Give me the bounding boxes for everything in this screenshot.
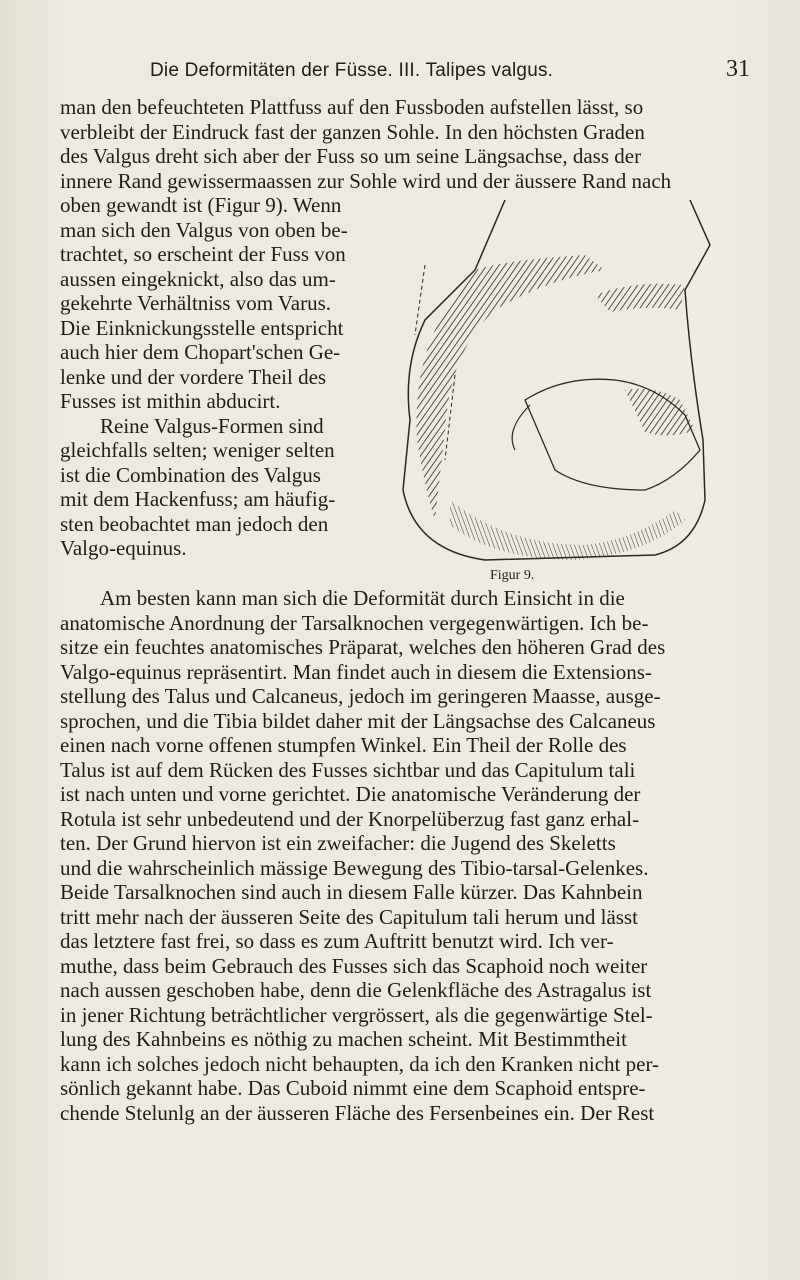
text-line: ist die Combination des Valgus: [60, 462, 321, 487]
foot-illustration-icon-svg: [355, 200, 735, 565]
text-line: kann ich solches jedoch nicht behaupten, da ich den Kranken nicht per-: [60, 1051, 660, 1076]
text-line: Valgo-equinus repräsentirt. Man findet auch in diesem die Extensions-: [60, 659, 652, 684]
text-line: chende Stelunlg an der äusseren Fläche des Fersenbeines ein. Der Rest: [60, 1100, 655, 1125]
text-line: sönlich gekannt habe. Das Cuboid nimmt eine dem Scaphoid entspre-: [60, 1076, 646, 1100]
text-line: in jener Richtung beträchtlicher vergrössert, als die gegenwärtige Stel-: [60, 1002, 653, 1027]
text-line: Reine Valgus-Formen sind: [100, 413, 324, 438]
text-line: muthe, dass beim Gebrauch des Fusses sich das Scaphoid noch weiter: [60, 953, 648, 978]
text-line: Rotula ist sehr unbedeutend und der Knorpelüberzug fast ganz erhal-: [60, 806, 640, 831]
text-line: man den befeuchteten Plattfuss auf den Fussboden aufstellen lässt, so: [60, 95, 644, 119]
foot-illustration-icon: [355, 200, 735, 565]
text-line: sprochen, und die Tibia bildet daher mit der Längsachse des Calcaneus: [60, 708, 656, 733]
text-line: und die wahrscheinlich mässige Bewegung des Tibio-tarsal-Gelenkes.: [60, 855, 649, 880]
text-line: Beide Tarsalknochen sind auch in diesem Falle kürzer. Das Kahnbein: [60, 880, 643, 904]
text-line: auch hier dem Chopart'schen Ge-: [60, 340, 341, 364]
figure-caption: Figur 9.: [490, 568, 535, 583]
text-line: aussen eingeknickt, also das um-: [60, 266, 336, 291]
text-line: oben gewandt ist (Figur 9). Wenn: [60, 193, 342, 217]
text-line: ten. Der Grund hiervon ist ein zweifacher: die Jugend des Skeletts: [60, 831, 616, 855]
text-line: mit dem Hackenfuss; am häufig-: [60, 487, 336, 511]
text-line: gekehrte Verhältniss vom Varus.: [60, 291, 332, 315]
text-line: Valgo-equinus.: [60, 536, 187, 560]
text-line: man sich den Valgus von oben be-: [60, 217, 348, 242]
text-line: Am besten kann man sich die Deformität durch Einsicht in die: [100, 586, 625, 610]
text-line: stellung des Talus und Calcaneus, jedoch im geringeren Maasse, ausge-: [60, 684, 661, 708]
text-line: innere Rand gewissermaassen zur Sohle wird und der äussere Rand nach: [60, 168, 672, 193]
text-line: anatomische Anordnung der Tarsalknochen vergegenwärtigen. Ich be-: [60, 610, 649, 635]
text-line: Die Einknickungsstelle entspricht: [60, 315, 344, 340]
page-number: 31: [726, 56, 750, 82]
text-line: lung des Kahnbeins es nöthig zu machen scheint. Mit Bestimmtheit: [60, 1027, 627, 1051]
running-head-title: Die Deformitäten der Füsse. III. Talipes valgus.: [150, 60, 554, 81]
side-column-text: [60, 193, 350, 561]
text-line: einen nach vorne offenen stumpfen Winkel. Ein Theil der Rolle des: [60, 733, 627, 757]
text-line: tritt mehr nach der äusseren Seite des Capitulum tali herum und lässt: [60, 904, 638, 929]
text-line: gleichfalls selten; weniger selten: [60, 438, 335, 462]
text-line: Fusses ist mithin abducirt.: [60, 389, 281, 413]
text-line: trachtet, so erscheint der Fuss von: [60, 242, 346, 266]
text-line: sten beobachtet man jedoch den: [60, 511, 329, 536]
text-line: nach aussen geschoben habe, denn die Gelenkfläche des Astragalus ist: [60, 978, 652, 1002]
running-head: [150, 56, 750, 88]
intro-paragraph: [60, 95, 742, 193]
body-paragraph: [60, 586, 742, 1125]
text-line: ist nach unten und vorne gerichtet. Die anatomische Veränderung der: [60, 782, 641, 806]
text-line: lenke und der vordere Theil des: [60, 364, 327, 389]
text-line: des Valgus dreht sich aber der Fuss so um seine Längsachse, dass der: [60, 144, 642, 168]
text-line: sitze ein feuchtes anatomisches Präparat, welches den höheren Grad des: [60, 635, 666, 659]
text-line: Talus ist auf dem Rücken des Fusses sichtbar und das Capitulum tali: [60, 757, 636, 782]
text-line: verbleibt der Eindruck fast der ganzen Sohle. In den höchsten Graden: [60, 119, 645, 144]
text-line: das letztere fast frei, so dass es zum Auftritt benutzt wird. Ich ver-: [60, 929, 614, 953]
